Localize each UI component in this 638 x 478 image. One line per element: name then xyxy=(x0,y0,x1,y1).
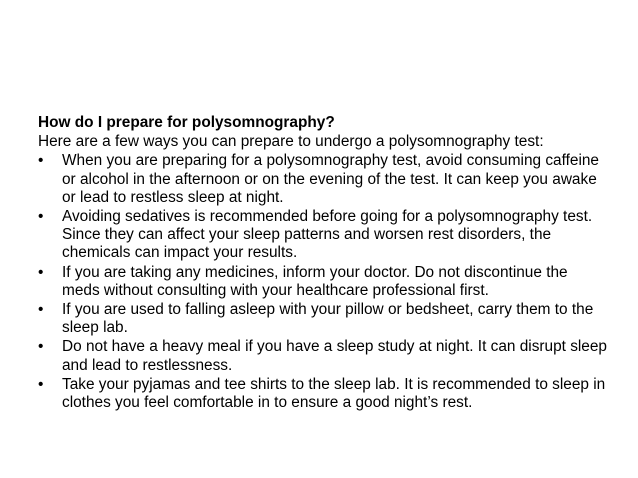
bullet-text: Avoiding sedatives is recommended before going for a polysomnography test. Since they can affect your sleep patterns and worsen rest disorders, the chemicals can impact your results. xyxy=(62,208,593,262)
bullet-text: Do not have a heavy meal if you have a sleep study at night. It can disrupt sleep and lead to restlessness. xyxy=(62,338,607,374)
bullet-item xyxy=(38,338,608,374)
bullet-dot-icon: • xyxy=(38,375,44,393)
bullet-item xyxy=(38,152,608,207)
bullet-item xyxy=(38,301,608,337)
bullet-dot-icon: • xyxy=(38,301,44,319)
bullet-dot-icon: • xyxy=(38,338,44,356)
bullet-dot-icon: • xyxy=(38,152,44,170)
bullet-item xyxy=(38,376,608,412)
slide-content xyxy=(38,114,608,412)
bullet-text: If you are taking any medicines, inform your doctor. Do not discontinue the meds without consulting with your healthcare professional first. xyxy=(62,263,568,299)
bullet-text: If you are used to falling asleep with your pillow or bedsheet, carry them to the sleep lab. xyxy=(62,301,594,337)
bullet-dot-icon: • xyxy=(38,208,44,226)
bullet-item xyxy=(38,208,608,263)
bullet-list xyxy=(38,152,608,412)
bullet-text: Take your pyjamas and tee shirts to the sleep lab. It is recommended to sleep in clothes you feel comfortable in to ensure a good night’s rest. xyxy=(62,375,606,412)
slide-heading: How do I prepare for polysomnography? xyxy=(38,114,335,131)
bullet-item xyxy=(38,264,608,300)
intro-text: Here are a few ways you can prepare to undergo a polysomnography test: xyxy=(38,133,544,151)
bullet-dot-icon: • xyxy=(38,263,44,281)
bullet-text: When you are preparing for a polysomnography test, avoid consuming caffeine or alcohol in the afternoon or on the evening of the test. It can keep you awake or lead to restless sleep at night. xyxy=(62,152,599,206)
